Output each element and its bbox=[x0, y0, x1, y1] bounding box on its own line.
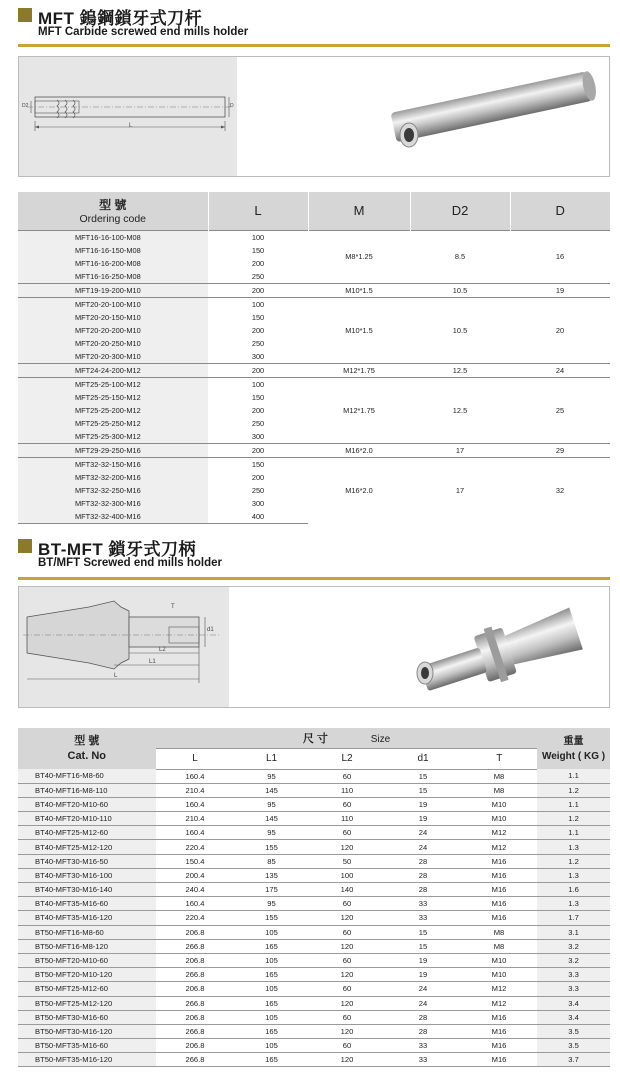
L-cell: 150.4 bbox=[156, 854, 234, 868]
bt-table-body bbox=[18, 769, 610, 1067]
cat-no-cell: BT50-MFT25-M12-120 bbox=[18, 996, 156, 1010]
ordering-code-cell: MFT25-25-250-M12 bbox=[18, 417, 208, 430]
weight-cell: 3.4 bbox=[537, 1010, 610, 1024]
cat-no-cell: BT50-MFT35-M16-60 bbox=[18, 1039, 156, 1053]
col-header-size-en: Size bbox=[370, 733, 391, 745]
table-row bbox=[18, 826, 610, 840]
table-row bbox=[18, 230, 610, 244]
cat-no-cell: BT50-MFT25-M12-60 bbox=[18, 982, 156, 996]
table-row bbox=[18, 797, 610, 811]
weight-cell: 3.2 bbox=[537, 953, 610, 967]
length-cell: 200 bbox=[208, 363, 308, 377]
L1-cell: 135 bbox=[234, 868, 309, 882]
length-cell: 400 bbox=[208, 510, 308, 524]
ordering-code-cell: MFT16-16-100-M08 bbox=[18, 230, 208, 244]
length-cell: 150 bbox=[251, 245, 265, 255]
section-bullet-icon bbox=[18, 539, 32, 553]
cat-no-cell: BT40-MFT20-M10-60 bbox=[18, 797, 156, 811]
d2-cell: 8.5 bbox=[410, 230, 510, 283]
cat-no-cell: BT50-MFT30-M16-60 bbox=[18, 1010, 156, 1024]
weight-cell: 1.7 bbox=[537, 911, 610, 925]
holder-technical-drawing bbox=[19, 57, 237, 176]
table-row bbox=[18, 996, 610, 1010]
section2-image-box bbox=[18, 586, 610, 708]
L2-cell: 60 bbox=[309, 1010, 385, 1024]
m-cell: M8*1.25 bbox=[308, 230, 410, 283]
L1-cell: 165 bbox=[234, 1053, 309, 1067]
d1-cell: 24 bbox=[385, 996, 461, 1010]
T-cell: M8 bbox=[461, 939, 537, 953]
table-row bbox=[18, 812, 610, 826]
carbide-holder-photo-icon bbox=[237, 57, 609, 176]
drawing-label-D2: D2 bbox=[22, 103, 29, 109]
length-cell: 100 bbox=[208, 230, 308, 244]
L-cell: 206.8 bbox=[156, 1010, 234, 1024]
L2-cell: 120 bbox=[309, 939, 385, 953]
bt-mft-spec-table bbox=[18, 728, 610, 1067]
L-cell: 160.4 bbox=[156, 826, 234, 840]
length-cell: 200 bbox=[251, 325, 265, 335]
L1-cell: 105 bbox=[234, 982, 309, 996]
table-row bbox=[18, 297, 610, 311]
col-header-T: T bbox=[461, 748, 537, 769]
drawing-label-T: T bbox=[171, 604, 175, 610]
section1-title: MFT 鎢鋼鎖牙式刀杆 bbox=[38, 9, 203, 28]
L2-cell: 110 bbox=[309, 812, 385, 826]
L-cell: 266.8 bbox=[156, 968, 234, 982]
T-cell: M12 bbox=[461, 840, 537, 854]
weight-cell: 3.4 bbox=[537, 996, 610, 1010]
L2-cell: 120 bbox=[309, 1024, 385, 1038]
weight-cell: 3.5 bbox=[537, 1024, 610, 1038]
table-row bbox=[18, 868, 610, 882]
L1-cell: 95 bbox=[234, 897, 309, 911]
col-header-L: L bbox=[208, 192, 308, 230]
col-header-size bbox=[156, 728, 537, 748]
d-cell: 29 bbox=[510, 443, 610, 457]
col-header-cat bbox=[18, 728, 156, 769]
ordering-code-cell: MFT20-20-200-M10 bbox=[18, 324, 208, 337]
weight-cell: 1.3 bbox=[537, 840, 610, 854]
T-cell: M12 bbox=[461, 982, 537, 996]
length-cell: 200 bbox=[208, 443, 308, 457]
mft-table-body bbox=[18, 230, 610, 523]
length-cell: 250 bbox=[251, 271, 265, 281]
T-cell: M8 bbox=[461, 769, 537, 783]
length-cell: 200 bbox=[251, 472, 265, 482]
ordering-code-cell: MFT16-16-250-M08 bbox=[18, 270, 208, 284]
cat-no-cell: BT40-MFT25-M12-120 bbox=[18, 840, 156, 854]
bt-holder-photo bbox=[229, 587, 609, 707]
weight-cell: 3.5 bbox=[537, 1039, 610, 1053]
bt-drawing-icon bbox=[19, 587, 229, 707]
L1-cell: 85 bbox=[234, 854, 309, 868]
length-cell: 200 bbox=[251, 405, 265, 415]
table-row bbox=[18, 968, 610, 982]
ordering-code-cell: MFT25-25-100-M12 bbox=[18, 377, 208, 391]
col-header-cat-cn: 型 號 bbox=[74, 734, 100, 747]
cat-no-cell: BT50-MFT16-M8-60 bbox=[18, 925, 156, 939]
L1-cell: 105 bbox=[234, 925, 309, 939]
cat-no-cell: BT40-MFT16-M8-60 bbox=[18, 769, 156, 783]
ordering-code-cell: MFT32-32-150-M16 bbox=[18, 457, 208, 471]
ordering-code-cell: MFT25-25-200-M12 bbox=[18, 404, 208, 417]
length-cell: 300 bbox=[251, 351, 265, 361]
L1-cell: 165 bbox=[234, 968, 309, 982]
ordering-code-cell: MFT29-29-250-M16 bbox=[18, 443, 208, 457]
L-cell: 206.8 bbox=[156, 925, 234, 939]
T-cell: M10 bbox=[461, 953, 537, 967]
ordering-code-cell: MFT20-20-250-M10 bbox=[18, 337, 208, 350]
bt-holder-photo-icon bbox=[229, 587, 609, 707]
section1-subtitle: MFT Carbide screwed end mills holder bbox=[38, 26, 249, 38]
length-cell: 300 bbox=[251, 498, 265, 508]
ordering-code-cell: MFT20-20-300-M10 bbox=[18, 350, 208, 364]
m-cell: M16*2.0 bbox=[308, 443, 410, 457]
d1-cell: 19 bbox=[385, 968, 461, 982]
d1-cell: 24 bbox=[385, 982, 461, 996]
L-cell: 160.4 bbox=[156, 797, 234, 811]
col-header-code-cn: 型 號 bbox=[99, 198, 127, 213]
section1-rule bbox=[18, 44, 610, 47]
m-cell: M16*2.0 bbox=[308, 457, 410, 523]
col-header-D2: D2 bbox=[410, 192, 510, 230]
col-header-cat-en: Cat. No bbox=[67, 749, 106, 762]
L-cell: 206.8 bbox=[156, 1039, 234, 1053]
table-row bbox=[18, 769, 610, 783]
section1-image-box bbox=[18, 56, 610, 177]
col-header-code-en: Ordering code bbox=[79, 213, 147, 226]
L1-cell: 105 bbox=[234, 953, 309, 967]
L-cell: 206.8 bbox=[156, 982, 234, 996]
ordering-code-cell: MFT24-24-200-M12 bbox=[18, 363, 208, 377]
col-header-size-cn: 尺 寸 bbox=[302, 732, 328, 745]
T-cell: M16 bbox=[461, 868, 537, 882]
L1-cell: 155 bbox=[234, 840, 309, 854]
cat-no-cell: BT50-MFT35-M16-120 bbox=[18, 1053, 156, 1067]
L2-cell: 120 bbox=[309, 840, 385, 854]
col-header-code bbox=[18, 192, 208, 230]
L-cell: 200.4 bbox=[156, 868, 234, 882]
L1-cell: 165 bbox=[234, 939, 309, 953]
holder-photo bbox=[237, 57, 609, 176]
ordering-code-cell: MFT32-32-250-M16 bbox=[18, 484, 208, 497]
L1-cell: 105 bbox=[234, 1039, 309, 1053]
cat-no-cell: BT40-MFT30-M16-140 bbox=[18, 883, 156, 897]
drawing-label-L: L bbox=[114, 673, 118, 679]
table-row bbox=[18, 283, 610, 297]
mft-drawing-icon bbox=[19, 57, 237, 176]
bt-technical-drawing bbox=[19, 587, 229, 707]
T-cell: M16 bbox=[461, 883, 537, 897]
d-cell: 25 bbox=[510, 377, 610, 443]
col-header-weight-en: Weight ( KG ) bbox=[541, 750, 606, 762]
ordering-code-cell: MFT25-25-300-M12 bbox=[18, 430, 208, 444]
d1-cell: 33 bbox=[385, 1039, 461, 1053]
L1-cell: 95 bbox=[234, 769, 309, 783]
T-cell: M10 bbox=[461, 797, 537, 811]
d1-cell: 28 bbox=[385, 1010, 461, 1024]
length-cell: 100 bbox=[208, 297, 308, 311]
ordering-code-cell: MFT16-16-150-M08 bbox=[18, 244, 208, 257]
drawing-label-d1: d1 bbox=[207, 627, 214, 633]
L-cell: 206.8 bbox=[156, 953, 234, 967]
L1-cell: 165 bbox=[234, 1024, 309, 1038]
cat-no-cell: BT50-MFT20-M10-60 bbox=[18, 953, 156, 967]
T-cell: M10 bbox=[461, 968, 537, 982]
d-cell: 32 bbox=[510, 457, 610, 523]
section-bullet-icon bbox=[18, 8, 32, 22]
weight-cell: 1.1 bbox=[537, 826, 610, 840]
cat-no-cell: BT40-MFT35-M16-120 bbox=[18, 911, 156, 925]
weight-cell: 1.2 bbox=[537, 812, 610, 826]
L-cell: 160.4 bbox=[156, 769, 234, 783]
T-cell: M16 bbox=[461, 1053, 537, 1067]
weight-cell: 1.3 bbox=[537, 868, 610, 882]
col-header-L1: L1 bbox=[234, 748, 309, 769]
weight-cell: 3.3 bbox=[537, 982, 610, 996]
table-row bbox=[18, 783, 610, 797]
d1-cell: 28 bbox=[385, 883, 461, 897]
length-cell: 300 bbox=[251, 431, 265, 441]
L2-cell: 110 bbox=[309, 783, 385, 797]
d1-cell: 33 bbox=[385, 897, 461, 911]
m-cell: M10*1.5 bbox=[308, 283, 410, 297]
table-header-row bbox=[18, 728, 610, 748]
L1-cell: 165 bbox=[234, 996, 309, 1010]
cat-no-cell: BT40-MFT30-M16-50 bbox=[18, 854, 156, 868]
ordering-code-cell: MFT32-32-200-M16 bbox=[18, 471, 208, 484]
d1-cell: 24 bbox=[385, 840, 461, 854]
weight-cell: 1.2 bbox=[537, 783, 610, 797]
L1-cell: 155 bbox=[234, 911, 309, 925]
table-row bbox=[18, 854, 610, 868]
table-row bbox=[18, 363, 610, 377]
table-row bbox=[18, 883, 610, 897]
m-cell: M12*1.75 bbox=[308, 377, 410, 443]
L2-cell: 60 bbox=[309, 982, 385, 996]
T-cell: M16 bbox=[461, 911, 537, 925]
T-cell: M10 bbox=[461, 812, 537, 826]
cat-no-cell: BT50-MFT30-M16-120 bbox=[18, 1024, 156, 1038]
col-header-weight-cn: 重量 bbox=[563, 735, 584, 747]
cat-no-cell: BT40-MFT25-M12-60 bbox=[18, 826, 156, 840]
T-cell: M16 bbox=[461, 897, 537, 911]
length-cell: 150 bbox=[251, 392, 265, 402]
ordering-code-cell: MFT19-19-200-M10 bbox=[18, 283, 208, 297]
L2-cell: 60 bbox=[309, 769, 385, 783]
table-row bbox=[18, 911, 610, 925]
table-row bbox=[18, 982, 610, 996]
table-row bbox=[18, 1010, 610, 1024]
cat-no-cell: BT40-MFT20-M10-110 bbox=[18, 812, 156, 826]
cat-no-cell: BT40-MFT30-M16-100 bbox=[18, 868, 156, 882]
d-cell: 20 bbox=[510, 297, 610, 363]
weight-cell: 3.7 bbox=[537, 1053, 610, 1067]
table-row bbox=[18, 1039, 610, 1053]
L1-cell: 95 bbox=[234, 797, 309, 811]
d-cell: 16 bbox=[510, 230, 610, 283]
section2-title: BT-MFT 鎖牙式刀柄 bbox=[38, 540, 197, 559]
L2-cell: 50 bbox=[309, 854, 385, 868]
L-cell: 220.4 bbox=[156, 840, 234, 854]
d1-cell: 19 bbox=[385, 812, 461, 826]
table-row bbox=[18, 925, 610, 939]
L2-cell: 60 bbox=[309, 897, 385, 911]
drawing-label-D: D bbox=[230, 103, 234, 109]
L1-cell: 105 bbox=[234, 1010, 309, 1024]
table-row bbox=[18, 953, 610, 967]
d-cell: 24 bbox=[510, 363, 610, 377]
L1-cell: 175 bbox=[234, 883, 309, 897]
T-cell: M8 bbox=[461, 925, 537, 939]
L2-cell: 60 bbox=[309, 925, 385, 939]
d1-cell: 28 bbox=[385, 854, 461, 868]
length-cell: 150 bbox=[251, 312, 265, 322]
col-header-M: M bbox=[308, 192, 410, 230]
ordering-code-cell: MFT25-25-150-M12 bbox=[18, 391, 208, 404]
weight-cell: 3.1 bbox=[537, 925, 610, 939]
length-cell: 250 bbox=[251, 485, 265, 495]
table-row bbox=[18, 377, 610, 391]
length-cell: 250 bbox=[251, 418, 265, 428]
ordering-code-cell: MFT20-20-100-M10 bbox=[18, 297, 208, 311]
d2-cell: 12.5 bbox=[410, 363, 510, 377]
T-cell: M16 bbox=[461, 1024, 537, 1038]
d1-cell: 28 bbox=[385, 868, 461, 882]
weight-cell: 3.3 bbox=[537, 968, 610, 982]
d1-cell: 24 bbox=[385, 826, 461, 840]
L1-cell: 145 bbox=[234, 812, 309, 826]
m-cell: M10*1.5 bbox=[308, 297, 410, 363]
d2-cell: 12.5 bbox=[410, 377, 510, 443]
d2-cell: 17 bbox=[410, 443, 510, 457]
ordering-code-cell: MFT16-16-200-M08 bbox=[18, 257, 208, 270]
cat-no-cell: BT40-MFT35-M16-60 bbox=[18, 897, 156, 911]
col-header-L2: L2 bbox=[309, 748, 385, 769]
table-row bbox=[18, 897, 610, 911]
cat-no-cell: BT40-MFT16-M8-110 bbox=[18, 783, 156, 797]
L-cell: 220.4 bbox=[156, 911, 234, 925]
table-row bbox=[18, 1053, 610, 1067]
L2-cell: 60 bbox=[309, 953, 385, 967]
weight-cell: 1.1 bbox=[537, 797, 610, 811]
length-cell: 200 bbox=[251, 258, 265, 268]
table-row bbox=[18, 1024, 610, 1038]
L-cell: 266.8 bbox=[156, 939, 234, 953]
T-cell: M8 bbox=[461, 783, 537, 797]
L-cell: 240.4 bbox=[156, 883, 234, 897]
cat-no-cell: BT50-MFT16-M8-120 bbox=[18, 939, 156, 953]
weight-cell: 1.6 bbox=[537, 883, 610, 897]
drawing-label-L: L bbox=[129, 123, 133, 129]
d-cell: 19 bbox=[510, 283, 610, 297]
col-header-weight bbox=[537, 728, 610, 769]
length-cell: 150 bbox=[208, 457, 308, 471]
section2-subtitle: BT/MFT Screwed end mills holder bbox=[38, 557, 223, 569]
L2-cell: 120 bbox=[309, 911, 385, 925]
d1-cell: 28 bbox=[385, 1024, 461, 1038]
T-cell: M12 bbox=[461, 996, 537, 1010]
L2-cell: 120 bbox=[309, 996, 385, 1010]
table-header-row bbox=[18, 192, 610, 230]
table-row bbox=[18, 939, 610, 953]
d1-cell: 15 bbox=[385, 925, 461, 939]
length-cell: 200 bbox=[208, 283, 308, 297]
length-cell: 100 bbox=[208, 377, 308, 391]
L-cell: 266.8 bbox=[156, 996, 234, 1010]
table-row bbox=[18, 443, 610, 457]
d1-cell: 15 bbox=[385, 769, 461, 783]
d1-cell: 33 bbox=[385, 1053, 461, 1067]
weight-cell: 1.3 bbox=[537, 897, 610, 911]
L-cell: 266.8 bbox=[156, 1024, 234, 1038]
L2-cell: 60 bbox=[309, 797, 385, 811]
L-cell: 210.4 bbox=[156, 783, 234, 797]
d1-cell: 15 bbox=[385, 783, 461, 797]
weight-cell: 3.2 bbox=[537, 939, 610, 953]
ordering-code-cell: MFT32-32-400-M16 bbox=[18, 510, 208, 524]
table-row bbox=[18, 457, 610, 471]
L-cell: 210.4 bbox=[156, 812, 234, 826]
L-cell: 160.4 bbox=[156, 897, 234, 911]
d1-cell: 19 bbox=[385, 797, 461, 811]
length-cell: 250 bbox=[251, 338, 265, 348]
d2-cell: 10.5 bbox=[410, 283, 510, 297]
L2-cell: 60 bbox=[309, 826, 385, 840]
ordering-code-cell: MFT20-20-150-M10 bbox=[18, 311, 208, 324]
ordering-code-cell: MFT32-32-300-M16 bbox=[18, 497, 208, 510]
weight-cell: 1.2 bbox=[537, 854, 610, 868]
col-header-L: L bbox=[156, 748, 234, 769]
d2-cell: 17 bbox=[410, 457, 510, 523]
weight-cell: 1.1 bbox=[537, 769, 610, 783]
d1-cell: 33 bbox=[385, 911, 461, 925]
L-cell: 266.8 bbox=[156, 1053, 234, 1067]
col-header-d1: d1 bbox=[385, 748, 461, 769]
L1-cell: 145 bbox=[234, 783, 309, 797]
drawing-label-L1: L1 bbox=[149, 659, 156, 665]
cat-no-cell: BT50-MFT20-M10-120 bbox=[18, 968, 156, 982]
d1-cell: 15 bbox=[385, 939, 461, 953]
mft-spec-table bbox=[18, 192, 610, 524]
col-header-D: D bbox=[510, 192, 610, 230]
d1-cell: 19 bbox=[385, 953, 461, 967]
drawing-label-L2: L2 bbox=[159, 647, 166, 653]
L2-cell: 120 bbox=[309, 968, 385, 982]
table-row bbox=[18, 840, 610, 854]
L2-cell: 60 bbox=[309, 1039, 385, 1053]
L2-cell: 120 bbox=[309, 1053, 385, 1067]
L2-cell: 140 bbox=[309, 883, 385, 897]
d2-cell: 10.5 bbox=[410, 297, 510, 363]
T-cell: M12 bbox=[461, 826, 537, 840]
section2-rule bbox=[18, 577, 610, 580]
L2-cell: 100 bbox=[309, 868, 385, 882]
L1-cell: 95 bbox=[234, 826, 309, 840]
T-cell: M16 bbox=[461, 1039, 537, 1053]
m-cell: M12*1.75 bbox=[308, 363, 410, 377]
T-cell: M16 bbox=[461, 1010, 537, 1024]
T-cell: M16 bbox=[461, 854, 537, 868]
